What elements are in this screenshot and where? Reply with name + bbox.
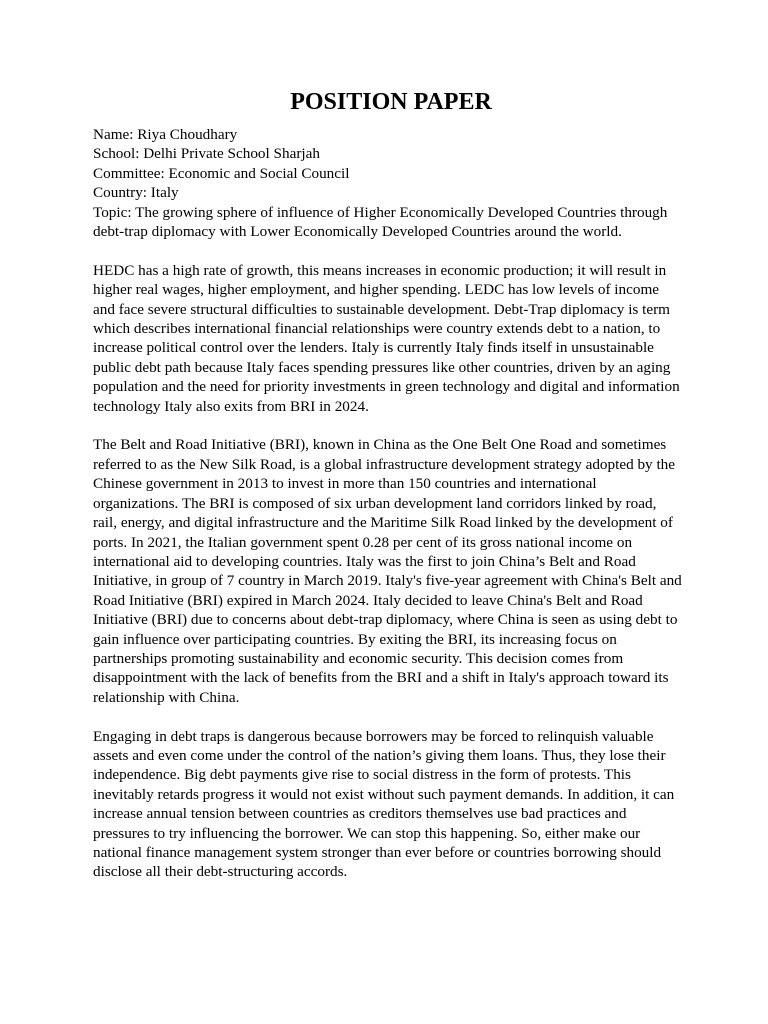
document-page	[93, 86, 683, 882]
meta-school: School: Delhi Private School Sharjah	[93, 145, 320, 163]
paragraph-bri: The Belt and Road Initiative (BRI), known in China as the One Belt One Road and sometimes referred to as the New Silk Road, is a global infrastructure development strategy adopted by the Chinese government in 2013 to invest in more than 150 countries and international organizations. The BRI is composed of six urban development land corridors linked by road, rail, energy, and digital infrastructure and the Maritime Silk Road linked by the development of ports. In 2021, the Italian government spent 0.28 per cent of its gross national income on international aid to developing countries. Italy was the first to join China’s Belt and Road Initiative, in group of 7 country in March 2019. Italy's five-year agreement with China's Belt and Road Initiative (BRI) expired in March 2024. Italy decided to leave China's Belt and Road Initiative (BRI) due to concerns about debt-trap diplomacy, where China is seen as using debt to gain influence over participating countries. By exiting the BRI, its increasing focus on partnerships promoting sustainability and economic security. This decision comes from disappointment with the lack of benefits from the BRI and a shift in Italy's approach toward its relationship with China.	[93, 436, 682, 706]
meta-country: Country: Italy	[93, 184, 179, 202]
meta-name: Name: Riya Choudhary	[93, 126, 238, 143]
meta-topic: Topic: The growing sphere of influence of Higher Economically Developed Countries through debt-trap diplomacy with Lower Economically Developed Countries around the world.	[93, 203, 668, 241]
paragraph-debt-traps: Engaging in debt traps is dangerous because borrowers may be forced to relinquish valuable assets and even come under the control of the nation’s giving them loans. Thus, they lose their independence. Big debt payments give rise to social distress in the form of protests. This inevitably retards progress it would not exist without such payment demands. In addition, it can increase annual tension between countries as creditors themselves use bad practices and pressures to try influencing the borrower. We can stop this happening. So, either make our national finance management system stronger than ever before or countries borrowing should disclose all their debt-structuring accords.	[93, 727, 675, 881]
document-title: POSITION PAPER	[290, 89, 492, 115]
meta-block	[93, 125, 683, 241]
paragraph-hedc-ledc: HEDC has a high rate of growth, this means increases in economic production; it will result in higher real wages, higher employment, and higher spending. LEDC has low levels of income and face severe structural difficulties to sustainable development. Debt-Trap diplomacy is term which describes international financial relationships were country extends debt to a nation, to increase political control over the lenders. Italy is currently Italy finds itself in unsustainable public debt path because Italy faces spending pressures like other countries, driven by an aging population and the need for priority investments in green technology and digital and information technology Italy also exits from BRI in 2024.	[93, 261, 680, 415]
meta-committee: Committee: Economic and Social Council	[93, 164, 350, 182]
